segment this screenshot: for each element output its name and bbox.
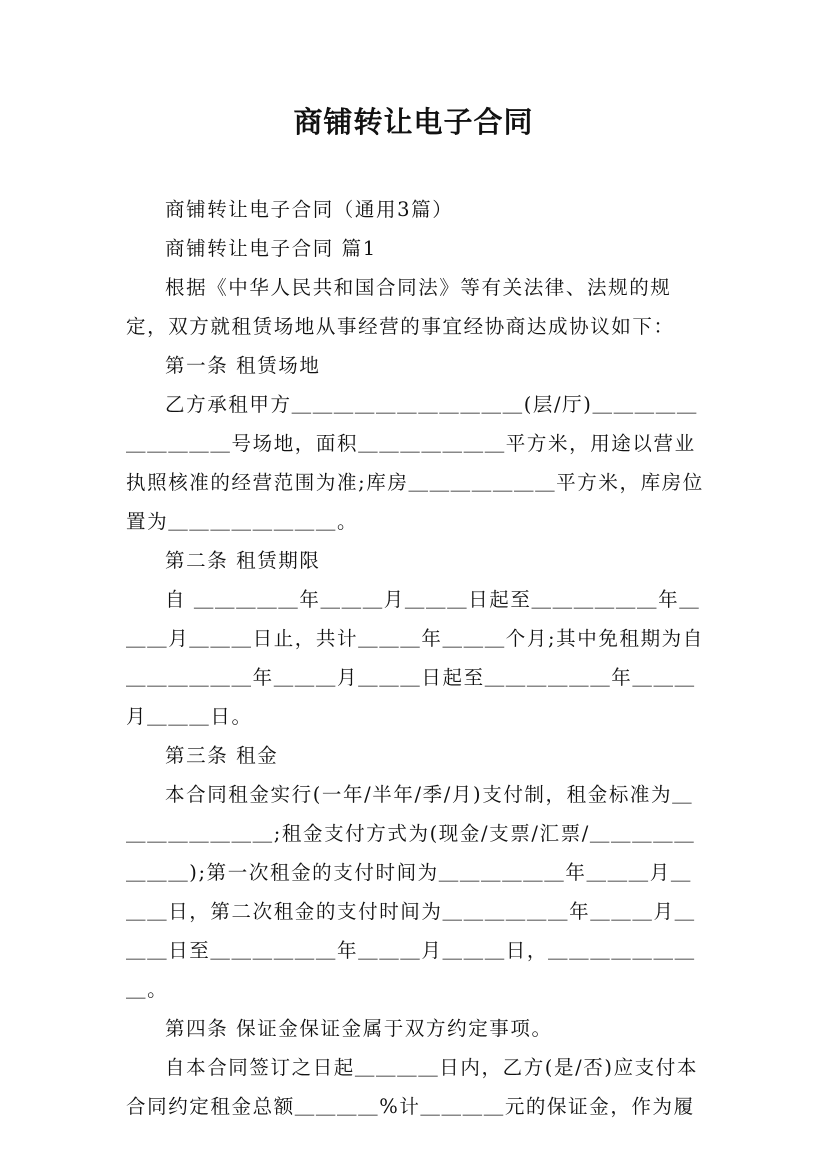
article-1-text: 乙方承租甲方＿＿＿＿＿＿＿＿＿＿＿(层/厅)＿＿＿＿＿＿＿＿＿＿号场地，面积＿＿＿＿＿＿＿平方米，用途以营业执照核准的经营范围为准;库房＿＿＿＿＿＿＿平方米，库房位置为＿＿＿＿＿＿＿＿。 xyxy=(126,393,704,533)
article-2-text: 自 ＿＿＿＿＿年＿＿＿月＿＿＿日起至＿＿＿＿＿＿年＿＿＿月＿＿＿日止，共计＿＿＿年＿＿＿个月;其中免租期为自＿＿＿＿＿＿年＿＿＿月＿＿＿日起至＿＿＿＿＿＿年＿＿＿月＿＿＿日。 xyxy=(126,588,704,728)
article-2-heading: 第二条 租赁期限 xyxy=(165,549,321,572)
document-title: 商铺转让电子合同 xyxy=(293,105,534,139)
article-4-heading: 第四条 保证金保证金属于双方约定事项。 xyxy=(165,1017,553,1040)
article-1-heading: 第一条 租赁场地 xyxy=(165,354,321,377)
paragraph-preamble: 根据《中华人民共和国合同法》等有关法律、法规的规定，双方就租赁场地从事经营的事宜经协商达成协议如下： xyxy=(126,276,675,338)
article-4-text: 自本合同签订之日起＿＿＿＿日内，乙方(是/否)应支付本合同约定租金总额＿＿＿＿%计＿＿＿＿元的保证金，作为履 xyxy=(126,1056,698,1118)
paragraph-section-heading: 商铺转让电子合同 篇1 xyxy=(165,237,377,260)
paragraph-subtitle: 商铺转让电子合同（通用3篇） xyxy=(165,198,454,221)
document-body xyxy=(126,190,704,1126)
article-3-text: 本合同租金实行(一年/半年/季/月)支付制，租金标准为＿＿＿＿＿＿＿＿;租金支付方式为(现金/支票/汇票/＿＿＿＿＿＿＿＿);第一次租金的支付时间为＿＿＿＿＿＿年＿＿＿月＿＿＿日，第二次租金的支付时间为＿＿＿＿＿＿年＿＿＿月＿＿＿日至＿＿＿＿＿＿年＿＿＿月＿＿＿日，＿＿＿＿＿＿＿＿。 xyxy=(126,783,696,1001)
article-3-heading: 第三条 租金 xyxy=(165,744,279,767)
